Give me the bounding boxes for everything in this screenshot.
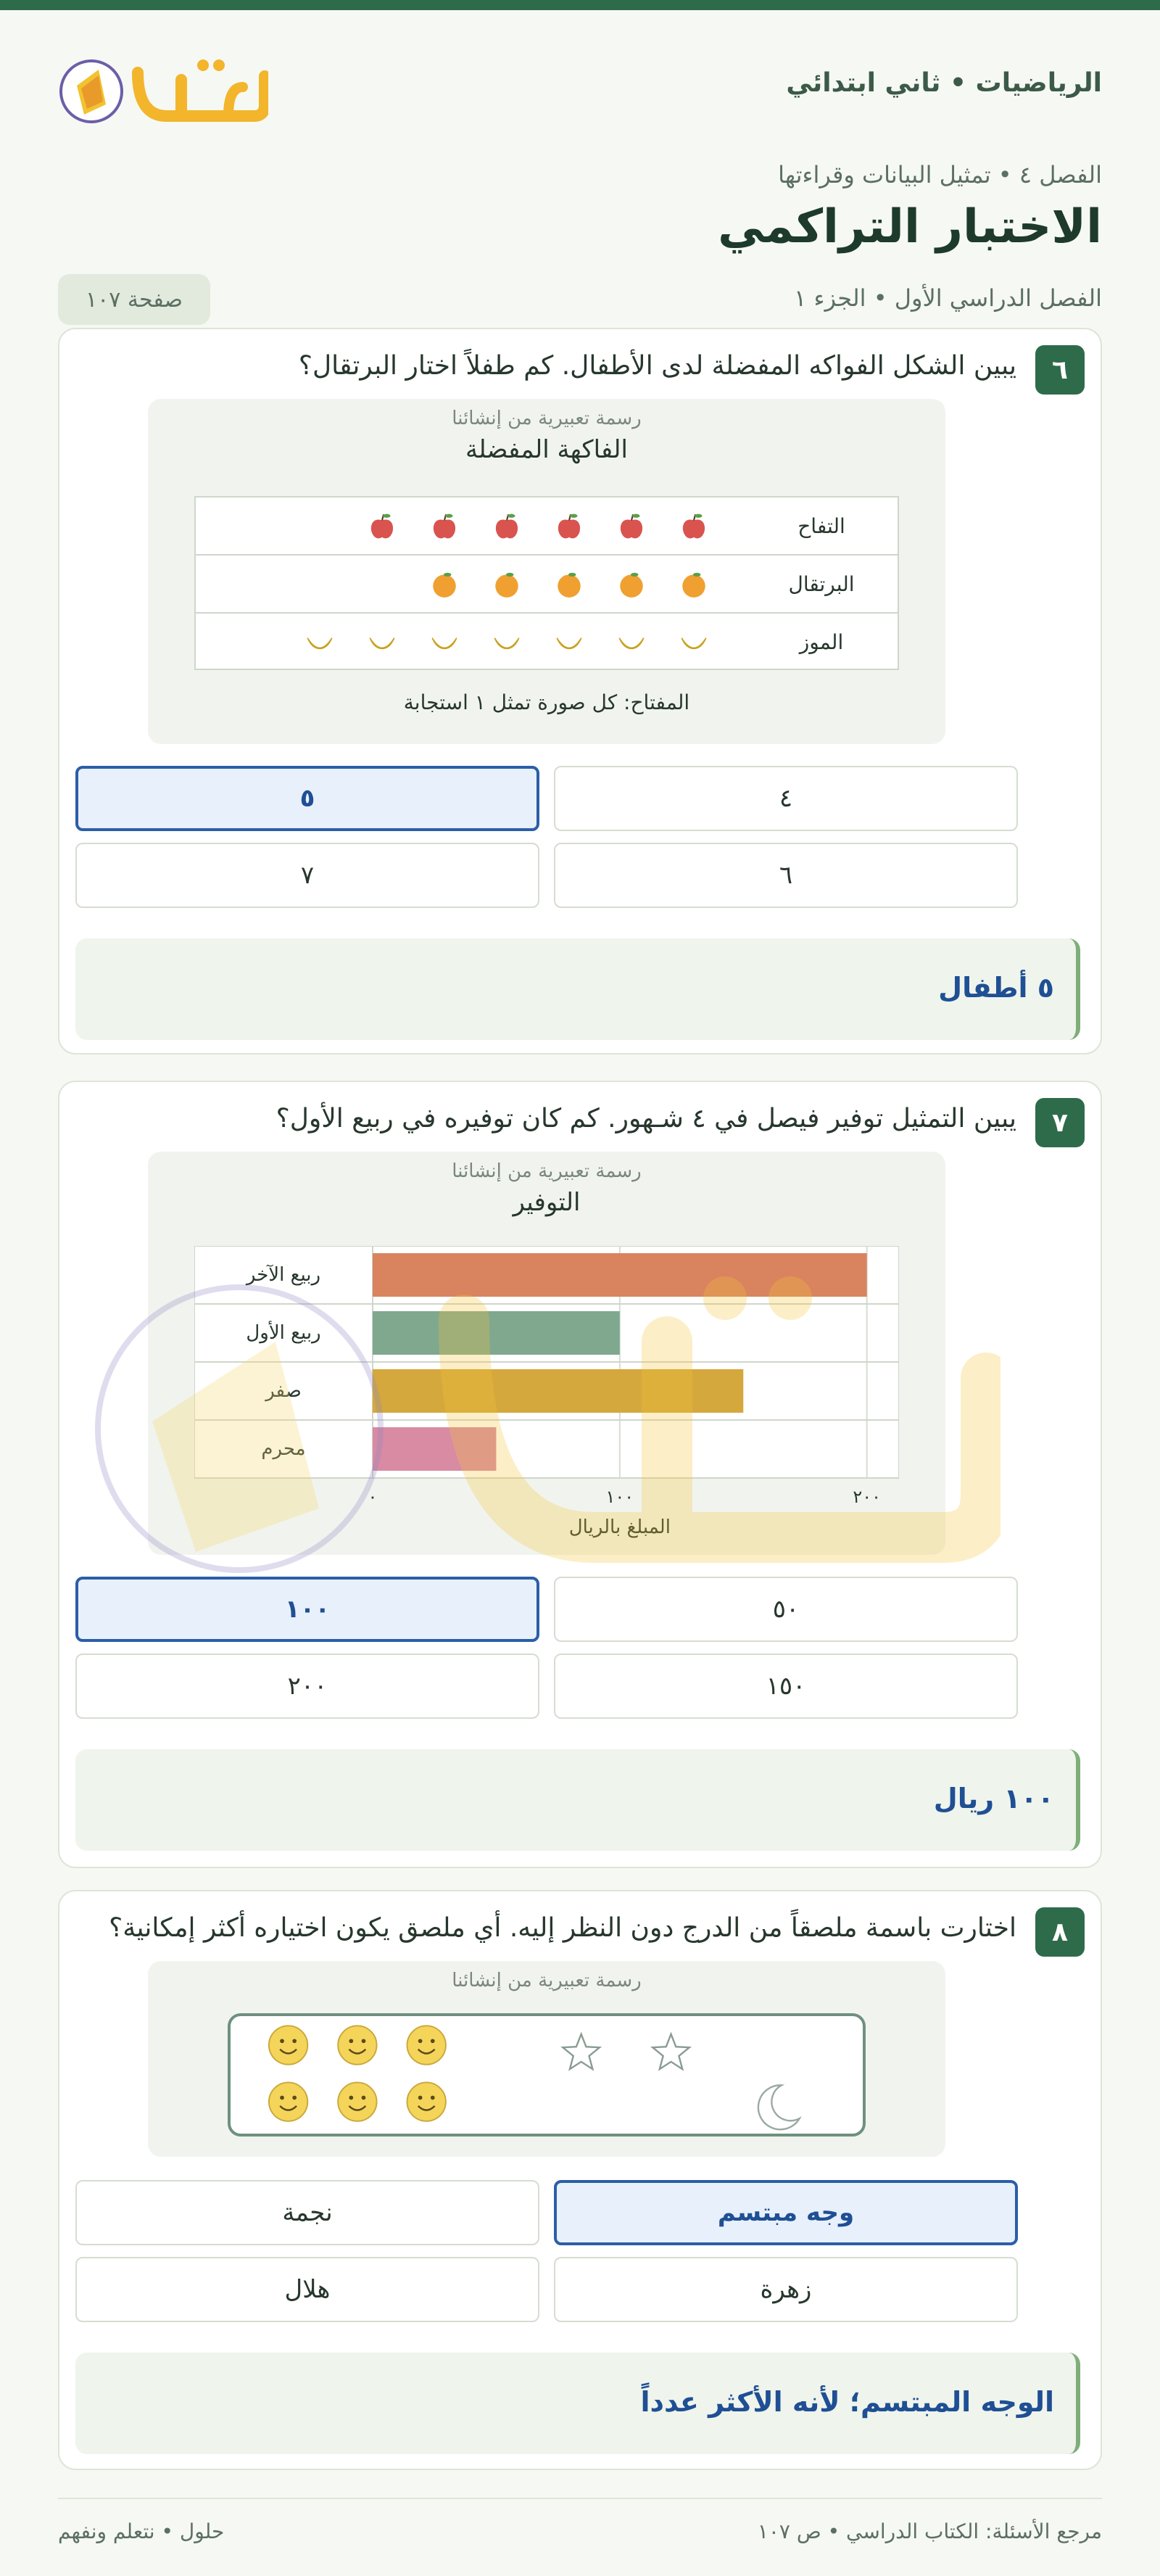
question-number: ٦ (1035, 345, 1085, 395)
chapter-label: الفصل ٤ • تمثيل البيانات وقراءتها (778, 161, 1102, 189)
apple-icon (679, 511, 709, 542)
footer-brand: حلول • نتعلم ونفهم (58, 2519, 225, 2543)
x-tick-label: ٢٠٠ (853, 1487, 882, 1507)
sticker-drawer (228, 2013, 866, 2137)
answer-box (75, 938, 1080, 1040)
pictograph-row (196, 614, 898, 672)
chart-title: التوفير (513, 1188, 581, 1217)
top-accent-bar (0, 0, 1160, 10)
option-4[interactable]: هلال (75, 2257, 539, 2322)
chart-title: الفاكهة المفضلة (465, 435, 628, 464)
banana-icon (304, 627, 335, 658)
x-tick-label: ١٠٠ (605, 1487, 634, 1507)
category-label: محرم (261, 1438, 306, 1460)
page-number-badge: صفحة ١٠٧ (58, 274, 210, 325)
icon-row (304, 614, 709, 672)
answer-text: الوجه المبتسم؛ لأنه الأكثر عدداً (640, 2386, 1054, 2418)
subject-label: الرياضيات • ثاني ابتدائي (786, 68, 1102, 98)
row-label: التفاح (798, 514, 845, 538)
banana-icon (492, 627, 522, 658)
icon-row (429, 556, 709, 614)
category-label: صفر (265, 1380, 302, 1402)
question-card-7 (58, 1081, 1102, 1868)
option-1[interactable]: وجه مبتسم (554, 2180, 1018, 2245)
figure-note: رسمة تعبيرية من إنشائنا (452, 1970, 642, 1991)
x-tick-label: ٠ (368, 1487, 378, 1507)
option-3[interactable]: ٦ (554, 843, 1018, 908)
apple-icon (429, 511, 460, 542)
pictograph-row (196, 556, 898, 614)
banana-icon (367, 627, 397, 658)
page-title: الاختبار التراكمي (718, 200, 1102, 254)
smiley-icon (269, 2026, 307, 2064)
question-text: يبين التمثيل توفير فيصل في ٤ شـهور. كم كان توفيره في ربيع الأول؟ (276, 1104, 1016, 1134)
option-1[interactable]: ٤ (554, 766, 1018, 831)
banana-icon (429, 627, 460, 658)
orange-icon (429, 569, 460, 600)
smiley-icon (338, 2026, 376, 2064)
crescent-icon (758, 2085, 800, 2129)
orange-icon (554, 569, 584, 600)
category-label: ربيع الأول (246, 1322, 321, 1344)
question-card-8 (58, 1890, 1102, 2470)
option-4[interactable]: ٢٠٠ (75, 1654, 539, 1719)
option-2[interactable]: ١٠٠ (75, 1577, 539, 1642)
option-2[interactable]: ٥ (75, 766, 539, 831)
x-axis-label: المبلغ بالريال (568, 1516, 671, 1538)
smiley-icon (407, 2026, 446, 2064)
apple-icon (554, 511, 584, 542)
apple-icon (367, 511, 397, 542)
footer-reference: مرجع الأسئلة: الكتاب الدراسي • ص ١٠٧ (757, 2519, 1102, 2543)
banana-icon (616, 627, 647, 658)
answer-text: ٥ أطفال (938, 972, 1054, 1004)
orange-icon (616, 569, 647, 600)
star-icon (652, 2034, 689, 2069)
icon-row (367, 498, 709, 556)
option-1[interactable]: ٥٠ (554, 1577, 1018, 1642)
orange-icon (492, 569, 522, 600)
question-card-6 (58, 328, 1102, 1054)
question-text: يبين الشكل الفواكه المفضلة لدى الأطفال. كم طفلاً اختار البرتقال؟ (298, 351, 1016, 381)
semester-label: الفصل الدراسي الأول • الجزء ١ (794, 284, 1102, 312)
smiley-icon (269, 2082, 307, 2121)
pictograph-key: المفتاح: كل صورة تمثل ١ استجابة (403, 690, 690, 714)
page-header (58, 44, 1102, 138)
question-number: ٧ (1035, 1098, 1085, 1147)
banana-icon (679, 627, 709, 658)
bar-1 (373, 1253, 867, 1297)
question-number: ٨ (1035, 1907, 1085, 1957)
row-label: الموز (799, 630, 844, 654)
footer-divider (58, 2498, 1102, 2499)
option-2[interactable]: نجمة (75, 2180, 539, 2245)
apple-icon (492, 511, 522, 542)
option-3[interactable]: زهرة (554, 2257, 1018, 2322)
bar-2 (373, 1311, 620, 1355)
option-4[interactable]: ٧ (75, 843, 539, 908)
star-icon (563, 2034, 600, 2069)
savings-bar-chart (194, 1246, 899, 1551)
row-label: البرتقال (788, 572, 855, 596)
question-text: اختارت باسمة ملصقاً من الدرج دون النظر إليه. أي ملصق يكون اختياره أكثر إمكانية؟ (109, 1913, 1016, 1943)
bar-4 (373, 1427, 496, 1471)
category-label: ربيع الآخر (246, 1264, 321, 1286)
figure-note: رسمة تعبيرية من إنشائنا (452, 408, 642, 429)
pictograph-figure (148, 399, 945, 744)
pictograph-table (194, 496, 899, 670)
sticker-drawer-figure (148, 1961, 945, 2157)
orange-icon (679, 569, 709, 600)
smiley-icon (407, 2082, 446, 2121)
pictograph-row (196, 498, 898, 556)
option-3[interactable]: ١٥٠ (554, 1654, 1018, 1719)
bar-chart-figure (148, 1152, 945, 1555)
answer-text: ١٠٠ ريال (933, 1783, 1054, 1815)
hulul-logo (58, 44, 268, 138)
bar-3 (373, 1369, 743, 1413)
figure-note: رسمة تعبيرية من إنشائنا (452, 1160, 642, 1182)
banana-icon (554, 627, 584, 658)
answer-box (75, 2353, 1080, 2454)
smiley-icon (338, 2082, 376, 2121)
apple-icon (616, 511, 647, 542)
answer-box (75, 1749, 1080, 1851)
